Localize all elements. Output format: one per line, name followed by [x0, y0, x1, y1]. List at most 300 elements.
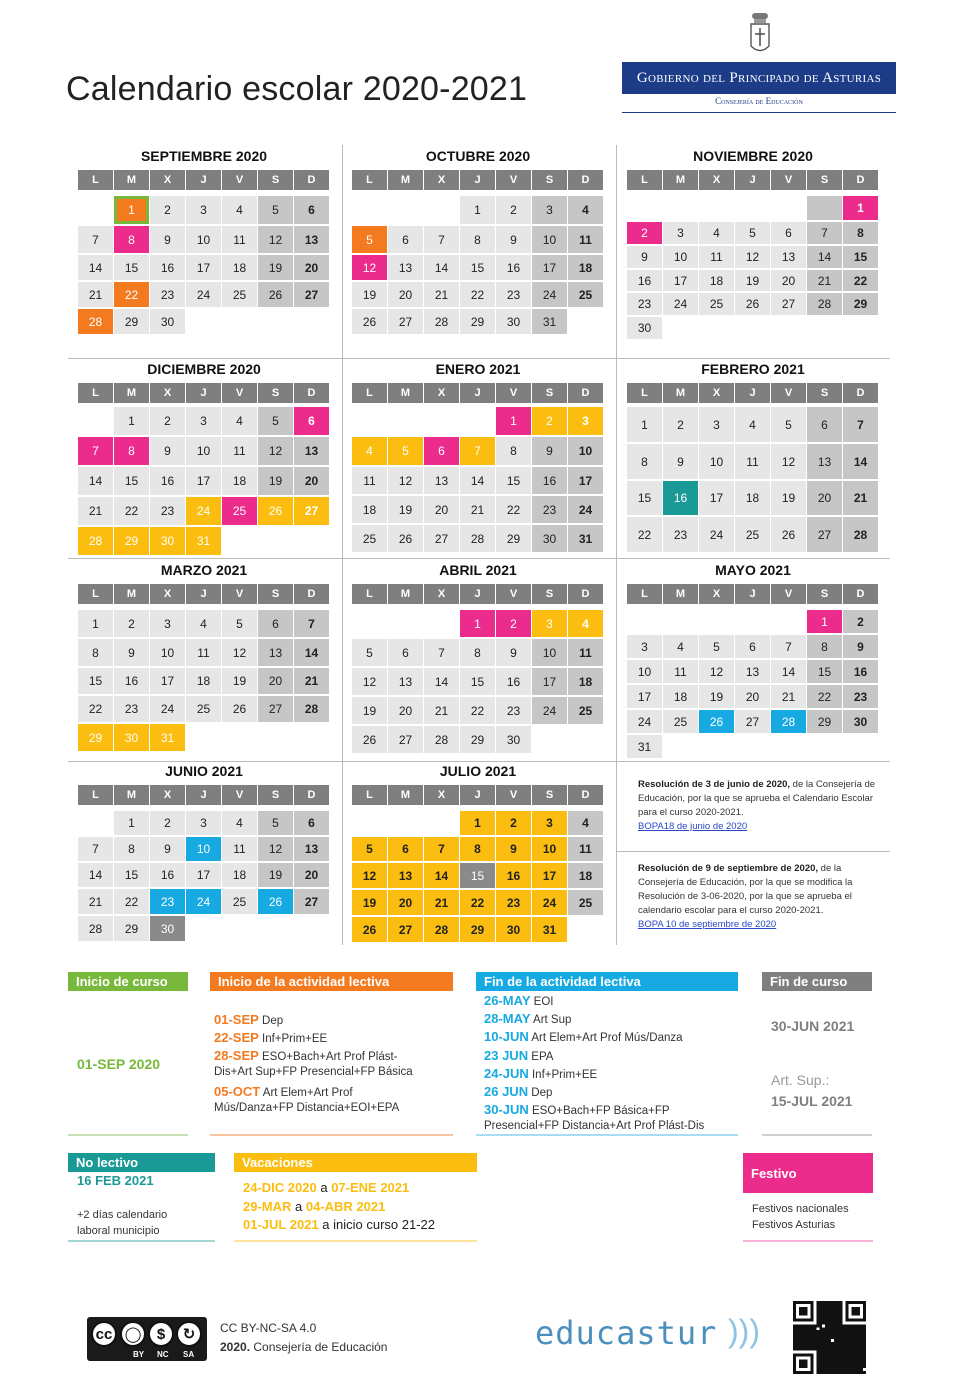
legend-item-date: 01-SEP — [214, 1012, 259, 1027]
calendar-day: 11 — [663, 660, 698, 683]
calendar-day: 12 — [258, 226, 293, 253]
weekday-header: L — [78, 383, 113, 403]
calendar-day: 5 — [735, 222, 770, 244]
calendar-day: 17 — [532, 863, 567, 888]
legend-item-date: 26 JUN — [484, 1084, 529, 1099]
weekday-header: M — [663, 383, 698, 403]
footer-department: Consejería de Educación — [250, 1340, 388, 1354]
calendar-day: 16 — [114, 668, 149, 694]
month-title: JUNIO 2021 — [165, 763, 243, 779]
weekday-header: S — [258, 170, 293, 190]
calendar-day: 23 — [532, 496, 567, 523]
calendar-day: 22 — [114, 282, 149, 307]
calendar-day: 31 — [532, 309, 567, 334]
calendar-day: 9 — [150, 437, 185, 465]
calendar-day: 8 — [114, 437, 149, 465]
calendar-day: 15 — [78, 668, 113, 694]
calendar-day: 30 — [843, 710, 878, 733]
divider — [68, 1134, 188, 1136]
calendar-day: 21 — [424, 890, 459, 915]
vacation-separator: a — [291, 1198, 306, 1214]
calendar-day: 7 — [78, 437, 113, 465]
weekday-header: X — [424, 584, 459, 604]
weekday-header: V — [496, 584, 531, 604]
divider — [616, 851, 890, 852]
calendar-day: 18 — [568, 668, 603, 695]
legend-item-date: 23 JUN — [484, 1047, 529, 1063]
legend-vacaciones-header: Vacaciones — [234, 1153, 477, 1172]
calendar-day: 29 — [496, 525, 531, 552]
calendar-day: 26 — [258, 889, 293, 914]
calendar-day: 26 — [352, 309, 387, 334]
legend-fin-curso-date: 30-JUN 2021 — [771, 1018, 855, 1034]
footer-year: 2020. — [220, 1340, 251, 1354]
calendar-day: 27 — [388, 309, 423, 334]
month-1 — [78, 148, 330, 348]
calendar-day: 19 — [699, 685, 734, 708]
calendar-day: 23 — [150, 282, 185, 307]
calendar-day: 9 — [496, 639, 531, 666]
calendar-day: 22 — [78, 696, 113, 722]
calendar-day: 1 — [460, 610, 495, 637]
weekday-header: V — [496, 383, 531, 403]
calendar-day: 5 — [352, 226, 387, 253]
legend-item-text: Presencial+FP Distancia+Art Prof Plást-Dis — [484, 1120, 705, 1133]
calendar-day: 2 — [496, 196, 531, 224]
calendar-day: 22 — [460, 282, 495, 307]
legend-item — [484, 1102, 670, 1117]
calendar-day: 16 — [150, 467, 185, 495]
legend-item — [214, 1030, 327, 1045]
calendar-day: 30 — [496, 726, 531, 753]
calendar-day: 23 — [114, 696, 149, 722]
calendar-day: 1 — [843, 196, 878, 220]
calendar-day: 14 — [424, 863, 459, 888]
calendar-day: 25 — [222, 889, 257, 914]
calendar-day: 10 — [699, 444, 734, 479]
calendar-day: 1 — [460, 196, 495, 224]
resolution-2-text: de la Consejería de Educación, por la que se modifica la Resolución de 3-06-2020, por la que se aprueba el calendario escolar para el curso 2020-2021. — [638, 863, 853, 916]
weekday-header: D — [843, 170, 878, 190]
calendar-day: 6 — [294, 407, 329, 435]
calendar-day: 27 — [807, 517, 842, 552]
calendar-day: 21 — [460, 496, 495, 523]
weekday-header: M — [388, 584, 423, 604]
legend-item — [484, 1120, 704, 1132]
calendar-day: 22 — [460, 890, 495, 915]
legend-art-sup-label: Art. Sup.: — [771, 1072, 830, 1088]
calendar-day: 2 — [150, 196, 185, 224]
month-title: NOVIEMBRE 2020 — [693, 148, 813, 164]
calendar-day: 4 — [568, 610, 603, 637]
calendar-day: 28 — [424, 309, 459, 334]
calendar-day: 7 — [78, 226, 113, 253]
calendar-day: 12 — [352, 863, 387, 888]
calendar-day: 24 — [532, 697, 567, 724]
calendar-day: 8 — [496, 437, 531, 465]
calendar-day: 16 — [843, 660, 878, 683]
calendar-day: 19 — [222, 668, 257, 694]
calendar-day: 8 — [114, 226, 149, 253]
calendar-day: 10 — [186, 837, 221, 861]
calendar-day: 27 — [294, 889, 329, 914]
calendar-day: 14 — [843, 444, 878, 479]
calendar-day: 17 — [568, 467, 603, 494]
weekday-header: L — [627, 584, 662, 604]
calendar-day: 23 — [150, 889, 185, 914]
calendar-day: 23 — [496, 890, 531, 915]
calendar-day: 12 — [352, 668, 387, 695]
weekday-header: L — [627, 170, 662, 190]
calendar-day: 11 — [568, 639, 603, 666]
calendar-day: 11 — [735, 444, 770, 479]
legend-item — [484, 993, 554, 1008]
calendar-day: 25 — [568, 890, 603, 915]
legend-item — [214, 1012, 283, 1027]
weekday-header: D — [568, 785, 603, 805]
calendar-day: 18 — [186, 668, 221, 694]
weekday-header: M — [388, 383, 423, 403]
calendar-day: 17 — [663, 270, 698, 291]
weekday-header: X — [424, 383, 459, 403]
calendar-day: 26 — [258, 282, 293, 307]
calendar-day: 18 — [222, 863, 257, 887]
calendar-day: 14 — [78, 467, 113, 495]
calendar-day: 15 — [843, 246, 878, 268]
calendar-day: 25 — [186, 696, 221, 722]
calendar-day: 10 — [627, 660, 662, 683]
calendar-day: 25 — [222, 282, 257, 307]
calendar-day: 20 — [771, 270, 806, 291]
weekday-header: D — [294, 170, 329, 190]
calendar-day: 3 — [568, 407, 603, 435]
calendar-day: 21 — [424, 282, 459, 307]
calendar-day: 24 — [627, 710, 662, 733]
month-title: FEBRERO 2021 — [701, 361, 805, 377]
calendar-day: 13 — [294, 837, 329, 861]
calendar-day: 27 — [294, 282, 329, 307]
calendar-day: 24 — [663, 293, 698, 315]
calendar-day: 12 — [352, 255, 387, 280]
calendar-day: 5 — [222, 610, 257, 637]
calendar-day: 7 — [424, 226, 459, 253]
legend-item — [484, 1029, 683, 1044]
calendar-day: 7 — [771, 635, 806, 658]
calendar-day: 7 — [460, 437, 495, 465]
calendar-day: 20 — [735, 685, 770, 708]
resolution-1-link[interactable]: BOPA18 de junio de 2020 — [638, 821, 748, 832]
month-5 — [352, 361, 604, 561]
calendar-day: 9 — [114, 639, 149, 666]
calendar-day: 8 — [460, 226, 495, 253]
calendar-day: 4 — [735, 407, 770, 442]
legend-item — [214, 1084, 353, 1099]
calendar-day: 16 — [496, 668, 531, 695]
calendar-day: 14 — [424, 255, 459, 280]
month-title: ENERO 2021 — [435, 361, 521, 377]
month-9 — [627, 562, 879, 762]
calendar-day: 13 — [388, 255, 423, 280]
month-title: MAYO 2021 — [715, 562, 791, 578]
legend-inicio-curso-date: 01-SEP 2020 — [77, 1056, 161, 1072]
calendar-day: 6 — [388, 226, 423, 253]
weekday-header: X — [424, 170, 459, 190]
calendar-day: 17 — [699, 481, 734, 515]
legend-item-text: ESO+Bach+FP Básica+FP — [528, 1105, 670, 1118]
calendar-day: 13 — [735, 660, 770, 683]
calendar-day: 13 — [294, 437, 329, 465]
calendar-day: 12 — [388, 467, 423, 494]
calendar-day: 9 — [663, 444, 698, 479]
calendar-day: 24 — [186, 282, 221, 307]
calendar-day: 22 — [114, 497, 149, 525]
calendar-day: 20 — [294, 863, 329, 887]
legend-festivo-line-2: Festivos Asturias — [752, 1219, 836, 1231]
calendar-day: 6 — [258, 610, 293, 637]
weekday-header: S — [532, 170, 567, 190]
resolution-1 — [638, 778, 886, 834]
weekday-header: L — [78, 584, 113, 604]
weekday-header: M — [114, 584, 149, 604]
calendar-day: 14 — [460, 467, 495, 494]
calendar-day: 28 — [78, 527, 113, 555]
calendar-day: 19 — [352, 890, 387, 915]
calendar-day: 3 — [186, 407, 221, 435]
weekday-header: S — [532, 584, 567, 604]
weekday-header: L — [78, 170, 113, 190]
calendar-day: 2 — [114, 610, 149, 637]
cc-license-badge — [87, 1317, 207, 1361]
weekday-header: V — [771, 383, 806, 403]
weekday-header: V — [496, 785, 531, 805]
calendar-day: 20 — [294, 255, 329, 280]
weekday-header: X — [150, 383, 185, 403]
calendar-day: 20 — [258, 668, 293, 694]
department-name: Consejería de Educación — [715, 96, 803, 106]
month-11 — [352, 763, 604, 963]
vacation-start: 24-DIC 2020 — [243, 1180, 317, 1195]
calendar-day: 17 — [186, 863, 221, 887]
calendar-day: 30 — [627, 317, 662, 339]
calendar-day: 21 — [294, 668, 329, 694]
calendar-day: 29 — [843, 293, 878, 315]
calendar-day: 9 — [627, 246, 662, 268]
calendar-day: 15 — [114, 467, 149, 495]
calendar-day: 6 — [424, 437, 459, 465]
calendar-day: 9 — [150, 837, 185, 861]
calendar-day: 7 — [843, 407, 878, 442]
calendar-day: 13 — [807, 444, 842, 479]
calendar-day: 12 — [222, 639, 257, 666]
cc-sa-label: SA — [183, 1350, 195, 1359]
calendar-day: 19 — [735, 270, 770, 291]
calendar-day: 18 — [735, 481, 770, 515]
calendar-day: 1 — [114, 407, 149, 435]
calendar-day: 30 — [496, 309, 531, 334]
weekday-header: X — [150, 584, 185, 604]
calendar-day: 18 — [352, 496, 387, 523]
noncommercial-icon: $ — [148, 1321, 174, 1347]
legend-no-lectivo-note-2: laboral municipio — [77, 1225, 160, 1237]
calendar-day: 12 — [735, 246, 770, 268]
legend-festivo-line-1: Festivos nacionales — [752, 1203, 849, 1215]
legend-item-date: 26-MAY — [484, 993, 531, 1008]
month-3 — [627, 148, 879, 348]
calendar-day: 11 — [186, 639, 221, 666]
cc-icon: cc — [91, 1321, 117, 1347]
calendar-day: 6 — [388, 837, 423, 861]
legend-item — [484, 1066, 597, 1081]
calendar-day: 13 — [424, 467, 459, 494]
calendar-day: 6 — [771, 222, 806, 244]
calendar-day: 31 — [532, 917, 567, 942]
legend-item-text: Dep — [258, 1015, 284, 1027]
month-8 — [352, 562, 604, 762]
legend-item-date: 30-JUN — [484, 1102, 529, 1118]
vacation-range — [243, 1180, 409, 1195]
calendar-day: 24 — [568, 496, 603, 523]
calendar-day: 22 — [114, 889, 149, 914]
calendar-day: 4 — [222, 811, 257, 835]
vacation-separator: a inicio curso 21-22 — [318, 1217, 435, 1232]
calendar-day: 6 — [735, 635, 770, 658]
vacation-end: 07-ENE 2021 — [331, 1180, 410, 1195]
calendar-day: 13 — [294, 226, 329, 253]
calendar-day: 8 — [460, 837, 495, 861]
weekday-header: S — [807, 584, 842, 604]
calendar-day: 17 — [627, 685, 662, 708]
calendar-day: 30 — [532, 525, 567, 552]
calendar-day: 9 — [496, 226, 531, 253]
weekday-header: J — [735, 170, 770, 190]
month-title: DICIEMBRE 2020 — [147, 361, 261, 377]
calendar-day: 28 — [78, 309, 113, 334]
weekday-header: J — [460, 383, 495, 403]
month-4 — [78, 361, 330, 561]
calendar-day: 21 — [78, 282, 113, 307]
footer-credit — [220, 1340, 387, 1354]
weekday-header: V — [222, 785, 257, 805]
weekday-header: L — [78, 785, 113, 805]
weekday-header: X — [699, 170, 734, 190]
calendar-day: 10 — [532, 226, 567, 253]
calendar-day: 12 — [258, 437, 293, 465]
calendar-day: 12 — [258, 837, 293, 861]
calendar-day: 2 — [663, 407, 698, 442]
legend-item-text: Mús/Danza+FP Distancia+EOI+EPA — [214, 1102, 400, 1114]
calendar-day: 8 — [114, 837, 149, 861]
calendar-day: 27 — [388, 726, 423, 753]
calendar-day: 16 — [663, 481, 698, 515]
calendar-day: 7 — [294, 610, 329, 637]
weekday-header: D — [568, 170, 603, 190]
weekday-header: S — [807, 383, 842, 403]
calendar-day: 27 — [294, 497, 329, 525]
calendar-day: 17 — [150, 668, 185, 694]
legend-item-date: 28-MAY — [484, 1011, 531, 1027]
calendar-day: 27 — [424, 525, 459, 552]
month-title: ABRIL 2021 — [439, 562, 517, 578]
calendar-day: 10 — [532, 837, 567, 861]
cc-nc-label: NC — [157, 1350, 169, 1359]
calendar-day: 31 — [568, 525, 603, 552]
calendar-day: 2 — [532, 407, 567, 435]
calendar-day: 10 — [150, 639, 185, 666]
calendar-day: 19 — [258, 255, 293, 280]
resolution-2-link[interactable]: BOPA 10 de septiembre de 2020 — [638, 919, 777, 930]
calendar-day: 21 — [771, 685, 806, 708]
calendar-day: 24 — [699, 517, 734, 552]
calendar-day: 4 — [663, 635, 698, 658]
calendar-day: 7 — [424, 837, 459, 861]
weekday-header: J — [186, 170, 221, 190]
weekday-header: M — [114, 785, 149, 805]
calendar-day: 22 — [460, 697, 495, 724]
month-10 — [78, 763, 330, 963]
calendar-day: 6 — [807, 407, 842, 442]
calendar-day: 1 — [496, 407, 531, 435]
weekday-header: L — [352, 584, 387, 604]
calendar-day: 9 — [150, 226, 185, 253]
vacation-start: 01-JUL 2021 — [243, 1217, 319, 1232]
calendar-day: 9 — [532, 437, 567, 465]
calendar-day: 3 — [186, 196, 221, 224]
calendar-day: 11 — [699, 246, 734, 268]
calendar-day: 3 — [150, 610, 185, 637]
calendar-day: 18 — [663, 685, 698, 708]
weekday-header: M — [114, 383, 149, 403]
calendar-day: 1 — [627, 407, 662, 442]
weekday-header: D — [843, 383, 878, 403]
calendar-day: 3 — [186, 811, 221, 835]
calendar-day: 16 — [150, 863, 185, 887]
page-title: Calendario escolar 2020-2021 — [66, 70, 528, 108]
weekday-header: L — [627, 383, 662, 403]
calendar-day: 19 — [258, 863, 293, 887]
educastur-logo: educastur — [535, 1314, 718, 1352]
calendar-day: 16 — [532, 467, 567, 494]
vacation-start: 29-MAR — [243, 1198, 292, 1214]
weekday-header: V — [771, 584, 806, 604]
calendar-day: 13 — [258, 639, 293, 666]
calendar-day: 14 — [424, 668, 459, 695]
weekday-header: J — [186, 785, 221, 805]
sharealike-icon: ↻ — [176, 1321, 202, 1347]
calendar-day: 24 — [532, 282, 567, 307]
calendar-day: 28 — [771, 710, 806, 733]
weekday-header: D — [568, 383, 603, 403]
weekday-header: X — [699, 383, 734, 403]
calendar-day: 2 — [150, 811, 185, 835]
license-text: CC BY-NC-SA 4.0 — [220, 1321, 317, 1335]
calendar-day: 5 — [771, 407, 806, 442]
legend-no-lectivo-header: No lectivo — [68, 1153, 215, 1172]
legend-festivo-header: Festivo — [743, 1153, 873, 1193]
calendar-day: 26 — [258, 497, 293, 525]
divider — [68, 761, 890, 762]
calendar-day: 24 — [150, 696, 185, 722]
calendar-day: 23 — [627, 293, 662, 315]
month-6 — [627, 361, 879, 561]
divider — [476, 1134, 738, 1136]
cc-by-label: BY — [133, 1350, 145, 1359]
calendar-day: 5 — [258, 811, 293, 835]
weekday-header: V — [496, 170, 531, 190]
calendar-day: 30 — [150, 527, 185, 555]
calendar-day: 4 — [699, 222, 734, 244]
calendar-day: 30 — [496, 917, 531, 942]
calendar-day: 25 — [568, 282, 603, 307]
